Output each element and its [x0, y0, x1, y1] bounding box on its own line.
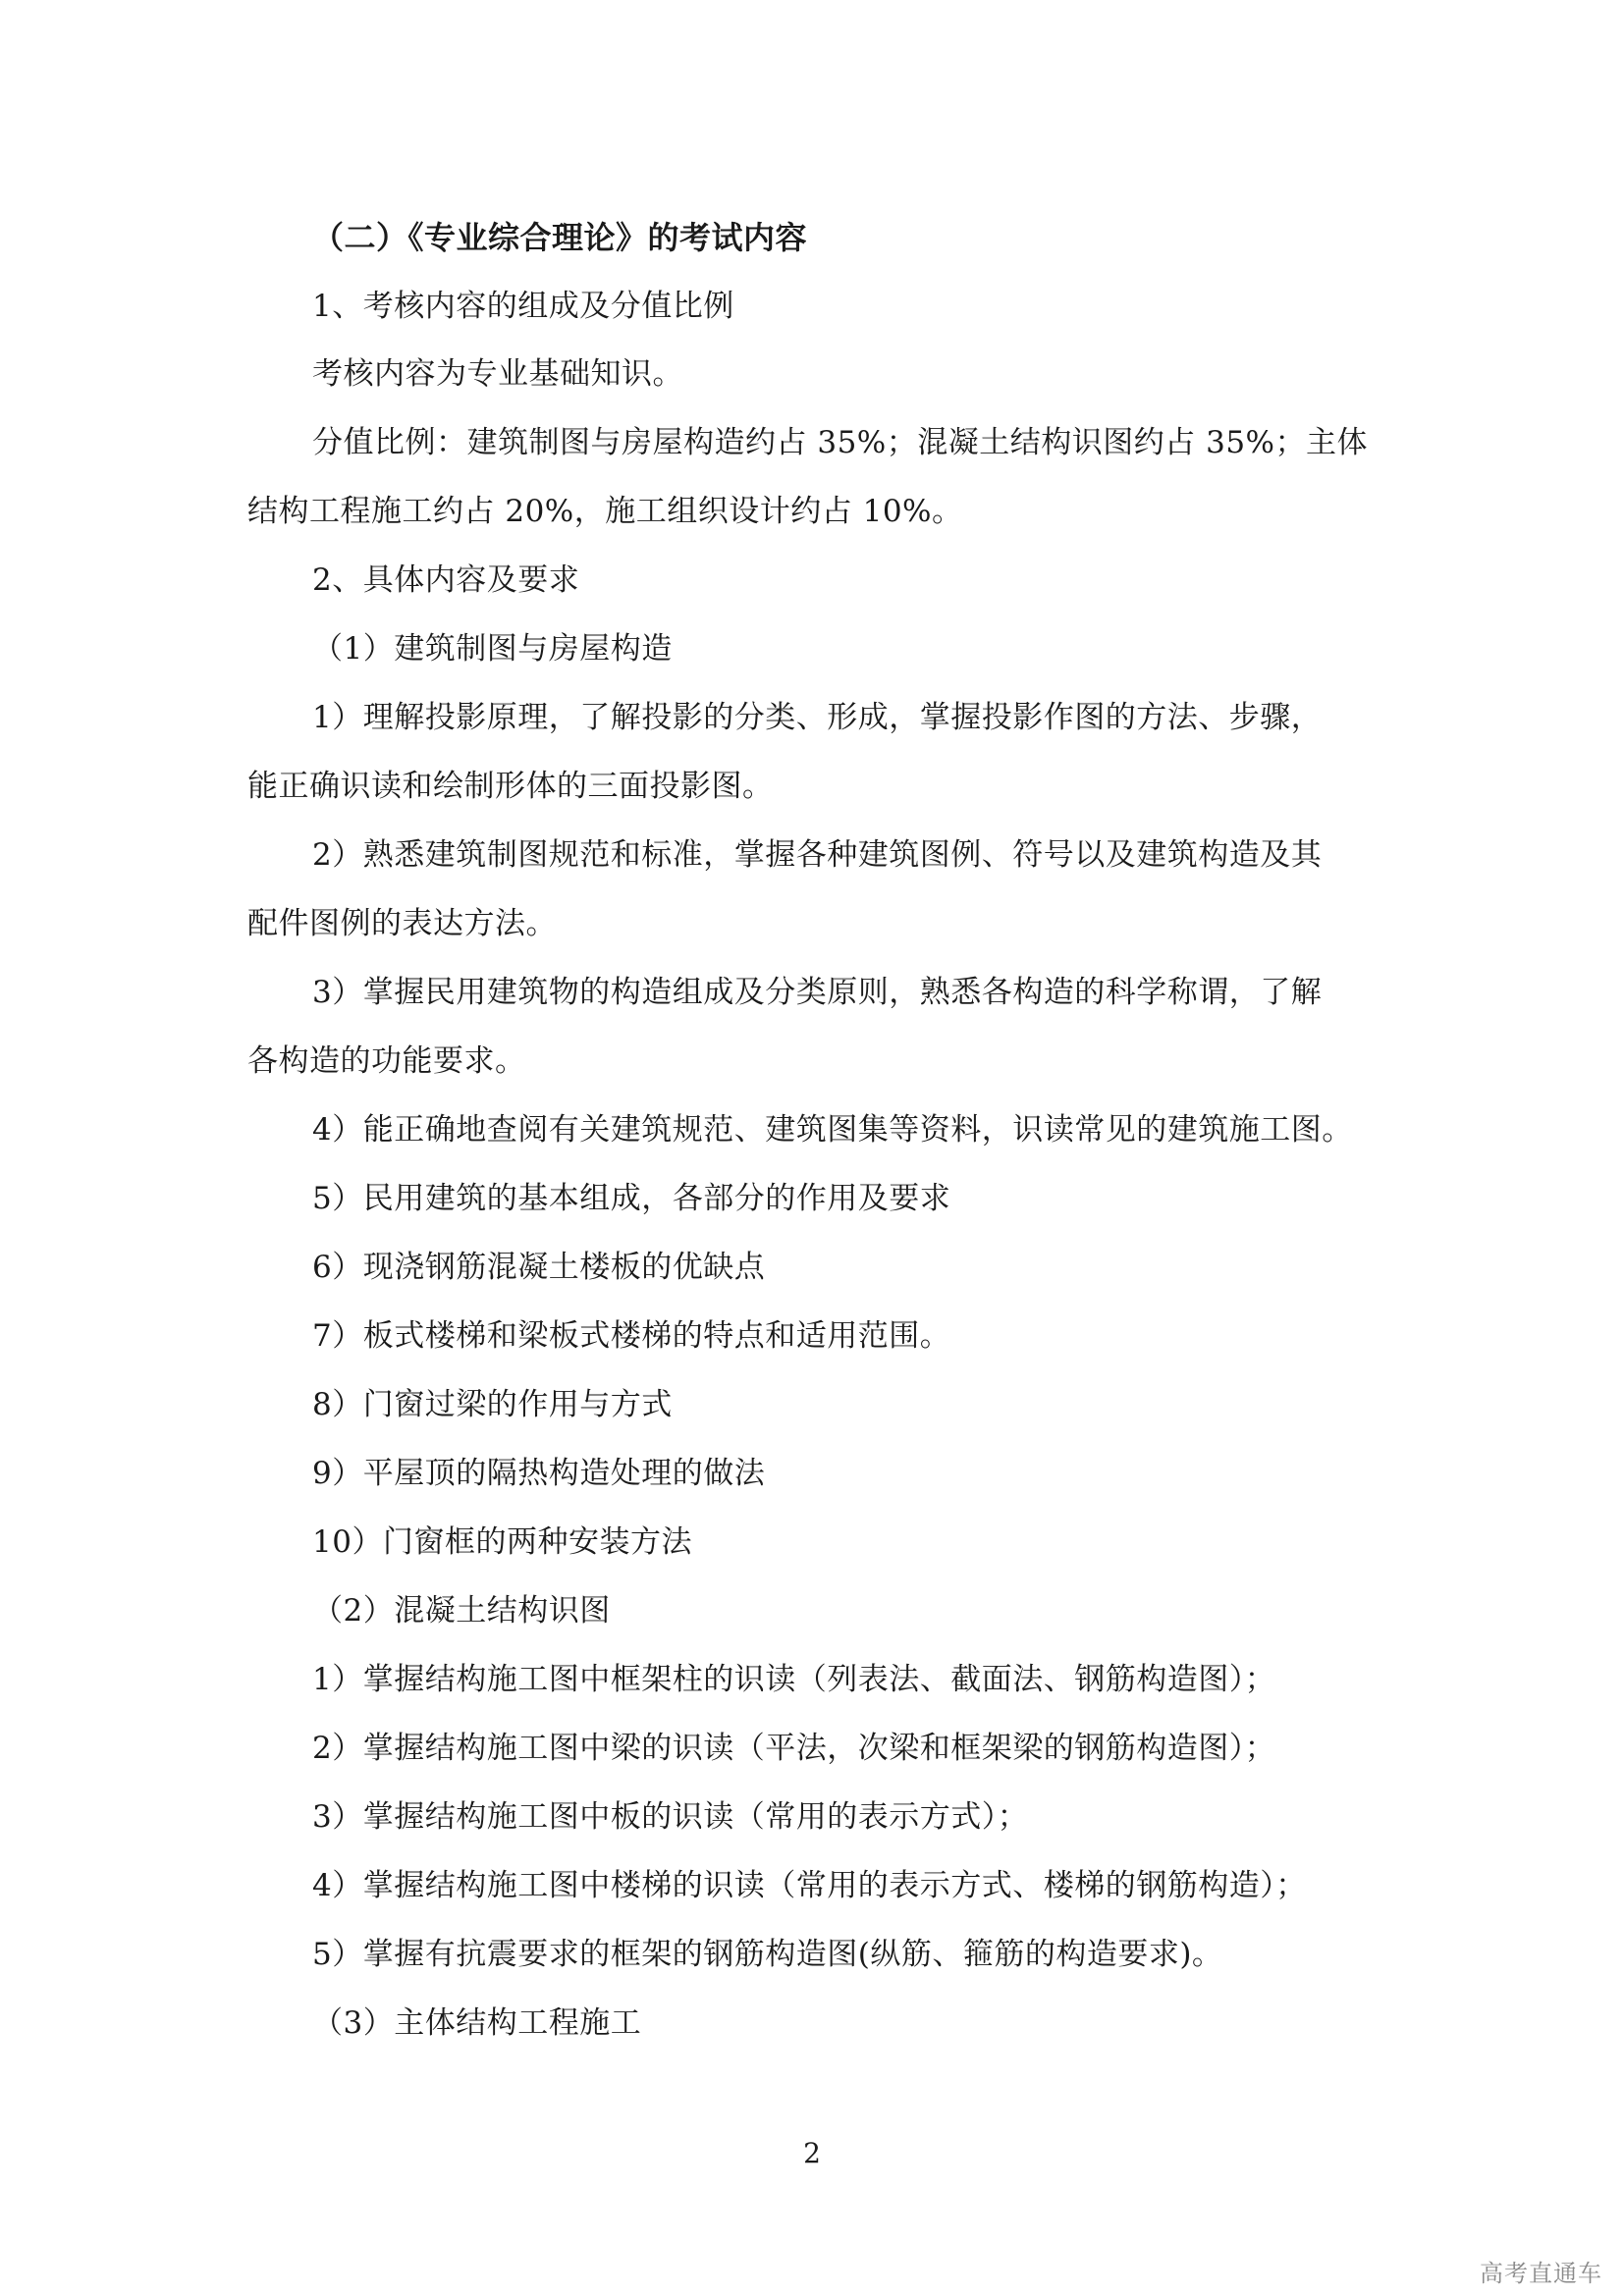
text-line: 8）门窗过梁的作用与方式 — [312, 1387, 673, 1422]
text-line: （1）建筑制图与房屋构造 — [312, 631, 673, 667]
text-line: 3）掌握民用建筑物的构造组成及分类原则，熟悉各构造的科学称谓，了解 — [312, 975, 1323, 1010]
page-number: 2 — [803, 2137, 821, 2169]
text-line: 1、考核内容的组成及分值比例 — [312, 289, 734, 324]
text-line: 能正确识读和绘制形体的三面投影图。 — [247, 769, 774, 804]
section-heading: （二）《专业综合理论》的考试内容 — [312, 219, 808, 256]
text-line: 各构造的功能要求。 — [247, 1043, 526, 1079]
text-line: （2）混凝土结构识图 — [312, 1593, 611, 1629]
text-line: 9）平屋顶的隔热构造处理的做法 — [312, 1456, 766, 1491]
text-line: 分值比例：建筑制图与房屋构造约占 35%；混凝土结构识图约占 35%；主体 — [312, 425, 1369, 460]
text-line: 结构工程施工约占 20%，施工组织设计约占 10%。 — [247, 494, 963, 529]
text-line: 5）民用建筑的基本组成，各部分的作用及要求 — [312, 1181, 951, 1216]
text-line: 考核内容为专业基础知识。 — [312, 356, 683, 392]
text-line: 6）现浇钢筋混凝土楼板的优缺点 — [312, 1250, 766, 1285]
text-line: 5）掌握有抗震要求的框架的钢筋构造图(纵筋、箍筋的构造要求)。 — [312, 1937, 1223, 1972]
text-line: 10）门窗框的两种安装方法 — [312, 1524, 692, 1560]
text-line: 7）板式楼梯和梁板式楼梯的特点和适用范围。 — [312, 1318, 951, 1354]
text-line: 4）能正确地查阅有关建筑规范、建筑图集等资料，识读常见的建筑施工图。 — [312, 1112, 1353, 1148]
text-line: 1）掌握结构施工图中框架柱的识读（列表法、截面法、钢筋构造图）； — [312, 1662, 1276, 1697]
text-line: 2）熟悉建筑制图规范和标准，掌握各种建筑图例、符号以及建筑构造及其 — [312, 837, 1323, 873]
text-line: （3）主体结构工程施工 — [312, 2005, 642, 2041]
watermark: 高考直通车 — [1480, 2260, 1602, 2287]
text-line: 3）掌握结构施工图中板的识读（常用的表示方式）； — [312, 1799, 1029, 1835]
text-line: 2）掌握结构施工图中梁的识读（平法，次梁和框架梁的钢筋构造图）； — [312, 1731, 1276, 1766]
text-line: 4）掌握结构施工图中楼梯的识读（常用的表示方式、楼梯的钢筋构造）； — [312, 1868, 1307, 1903]
text-line: 2、具体内容及要求 — [312, 562, 580, 598]
text-line: 1）理解投影原理，了解投影的分类、形成，掌握投影作图的方法、步骤， — [312, 700, 1323, 735]
text-line: 配件图例的表达方法。 — [247, 906, 557, 941]
